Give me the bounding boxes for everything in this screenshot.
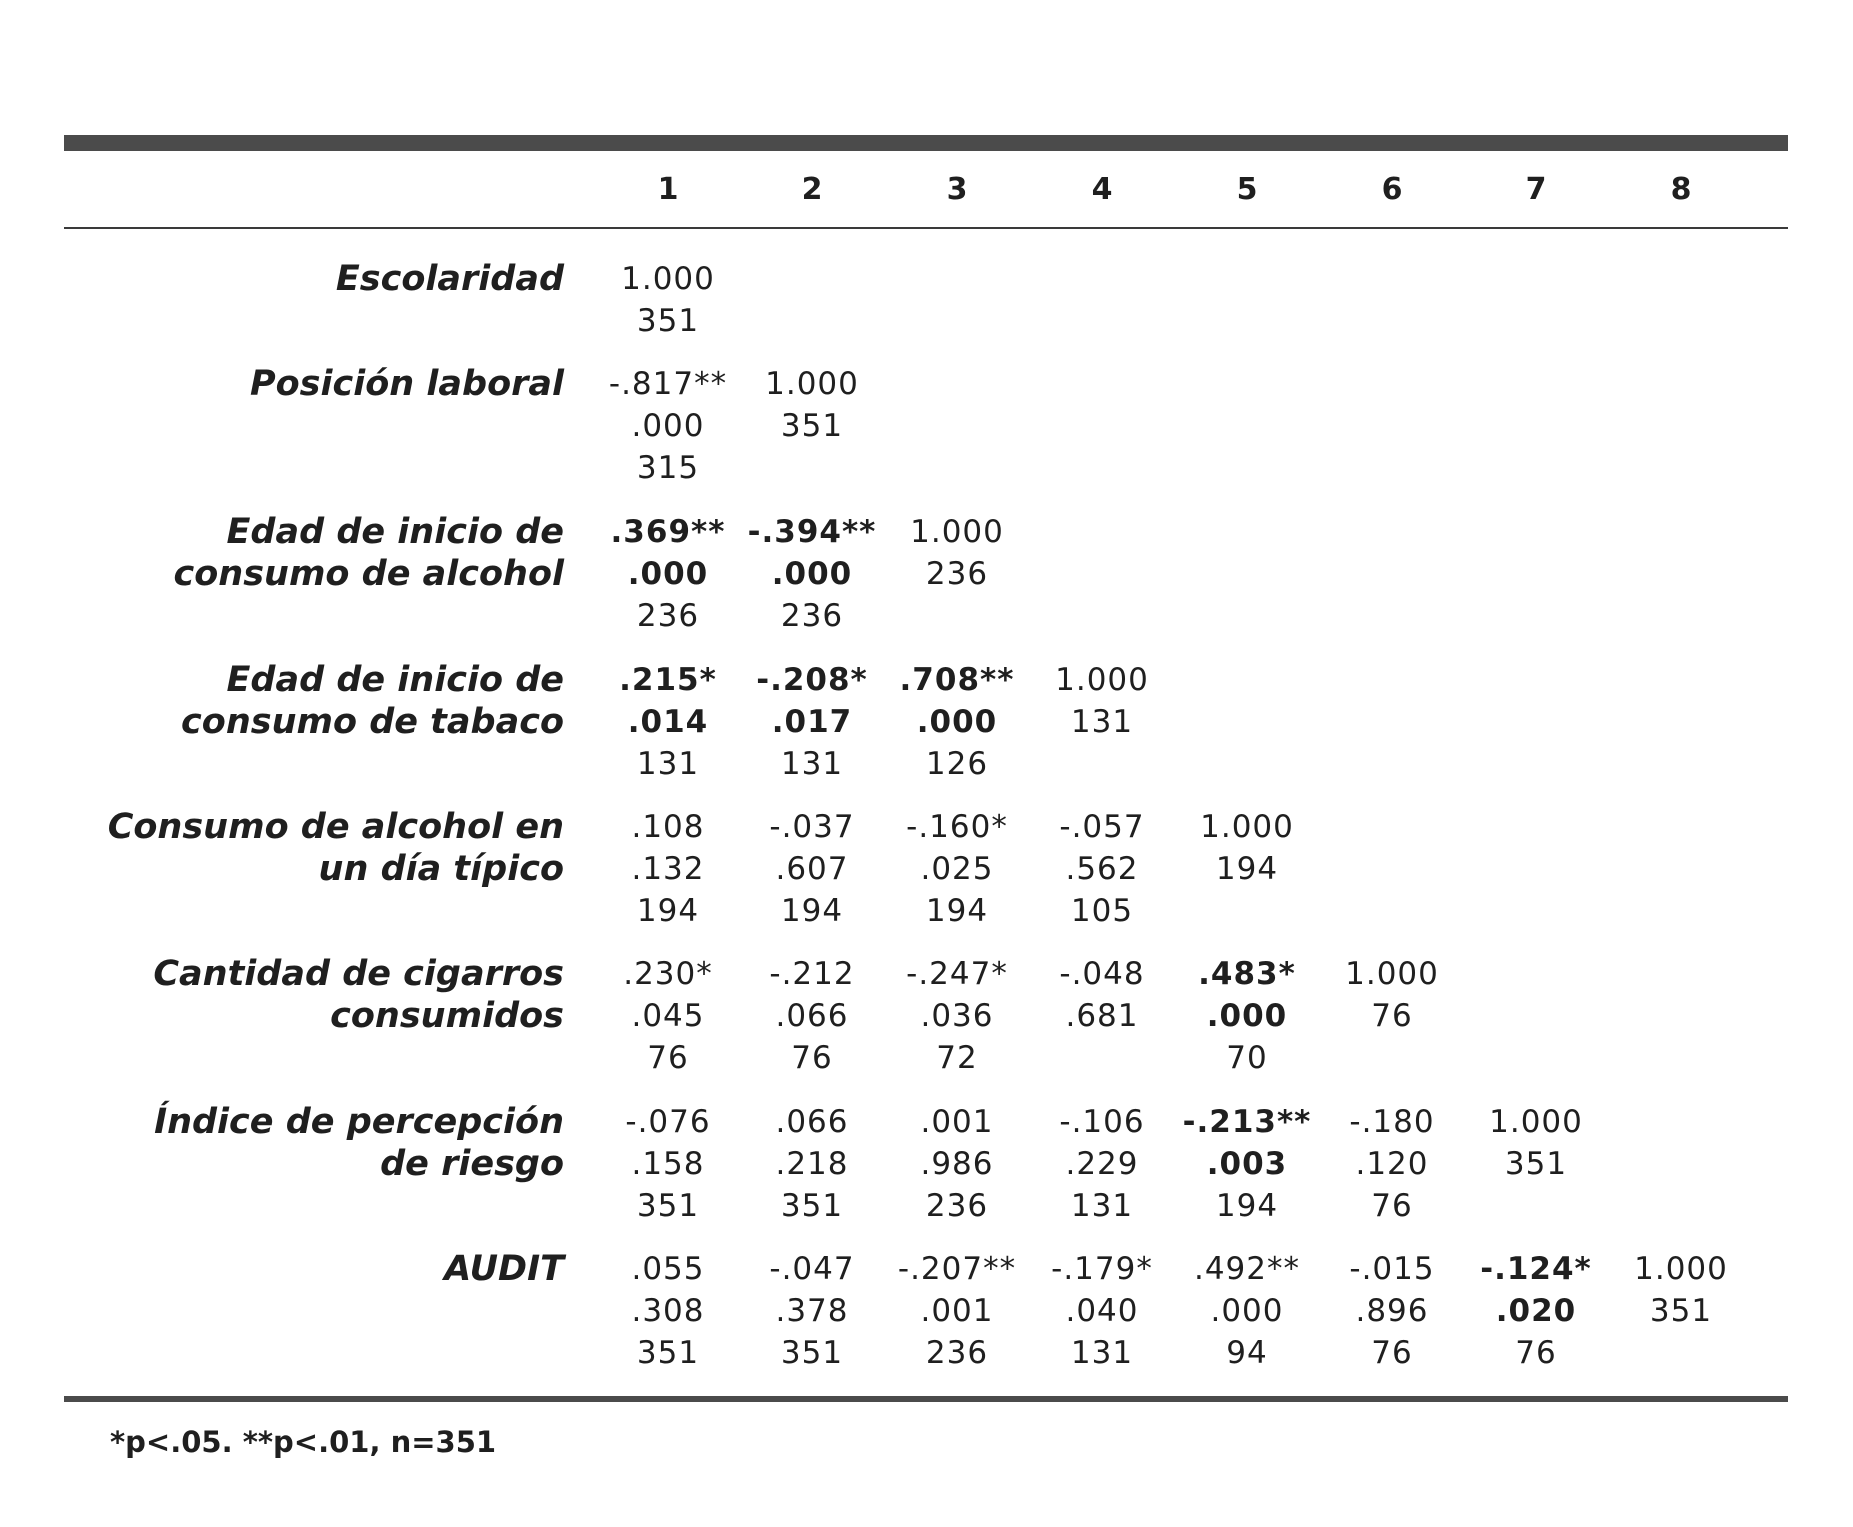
table-cell (1322, 1248, 1462, 1374)
cell-value: .215* (619, 662, 717, 698)
table-cell (598, 511, 738, 637)
row-label: Cantidad de cigarros consumidos (153, 954, 564, 1036)
cell-value: 1.000 (1489, 1104, 1583, 1140)
row-label: Edad de inicio de consumo de tabaco (181, 660, 564, 742)
cell-value: 76 (791, 1040, 833, 1076)
cell-value: .218 (775, 1146, 849, 1182)
cell-value: 94 (1226, 1335, 1268, 1371)
cell-value: 351 (780, 1335, 844, 1371)
cell-value: 194 (780, 893, 844, 929)
cell-value: 131 (636, 746, 700, 782)
row-label: AUDIT (444, 1249, 564, 1289)
cell-value: .492** (1193, 1251, 1301, 1287)
cell-value: 76 (1515, 1335, 1557, 1371)
cell-value: .986 (920, 1146, 994, 1182)
cell-value: 105 (1070, 893, 1134, 929)
cell-value: 76 (1371, 998, 1413, 1034)
cell-value: -.124* (1480, 1251, 1592, 1287)
cell-value: .681 (1065, 998, 1139, 1034)
cell-value: 76 (1371, 1188, 1413, 1224)
table-cell (598, 953, 738, 1079)
cell-value: 236 (925, 1335, 989, 1371)
row-label: Edad de inicio de consumo de alcohol (173, 512, 564, 594)
cell-value: .158 (631, 1146, 705, 1182)
cell-value: .040 (1065, 1293, 1139, 1329)
cell-value: 131 (1070, 1335, 1134, 1371)
cell-value: 131 (780, 746, 844, 782)
cell-value: 236 (636, 598, 700, 634)
cell-value: .003 (1206, 1146, 1288, 1182)
cell-value: -.048 (1059, 956, 1145, 992)
cell-value: .000 (1210, 1293, 1284, 1329)
table-cell (742, 806, 882, 932)
cell-value: 76 (1371, 1335, 1413, 1371)
cell-value: -.037 (769, 809, 855, 845)
cell-value: 194 (925, 893, 989, 929)
cell-value: 194 (1215, 851, 1279, 887)
cell-value: 1.000 (1345, 956, 1439, 992)
cell-value: -.160* (906, 809, 1008, 845)
cell-value: .000 (771, 556, 853, 592)
cell-value: 126 (925, 746, 989, 782)
table-cell (1177, 1101, 1317, 1227)
table-cell (742, 1248, 882, 1374)
cell-value: 351 (636, 1188, 700, 1224)
cell-value: 1.000 (621, 261, 715, 297)
cell-value: -.394** (747, 514, 877, 550)
table-cell (1466, 1248, 1606, 1374)
cell-value: -.047 (769, 1251, 855, 1287)
table-cell (887, 659, 1027, 785)
column-header-7: 7 (1525, 172, 1547, 207)
cell-value: .132 (631, 851, 705, 887)
row-label: Índice de percepción de riesgo (154, 1102, 564, 1184)
cell-value: 1.000 (910, 514, 1004, 550)
cell-value: .055 (631, 1251, 705, 1287)
cell-value: .000 (916, 704, 998, 740)
cell-value: 1.000 (1055, 662, 1149, 698)
table-cell (598, 363, 738, 489)
cell-value: -.213** (1182, 1104, 1312, 1140)
cell-value: .000 (1206, 998, 1288, 1034)
table-cell (1032, 1101, 1172, 1227)
cell-value: .120 (1355, 1146, 1429, 1182)
column-header-3: 3 (946, 172, 968, 207)
cell-value: 1.000 (1634, 1251, 1728, 1287)
table-cell (1032, 659, 1172, 743)
table-cell (887, 806, 1027, 932)
table-top-rule (64, 135, 1788, 151)
cell-value: .708** (899, 662, 1015, 698)
cell-value: .036 (920, 998, 994, 1034)
column-header-6: 6 (1381, 172, 1403, 207)
table-bottom-rule (64, 1396, 1788, 1402)
table-cell (598, 258, 738, 342)
table-cell (742, 511, 882, 637)
cell-value: .045 (631, 998, 705, 1034)
table-cell (1032, 806, 1172, 932)
cell-value: .017 (771, 704, 853, 740)
column-header-1: 1 (657, 172, 679, 207)
table-cell (1177, 953, 1317, 1079)
table-cell (887, 953, 1027, 1079)
cell-value: -.179* (1051, 1251, 1153, 1287)
cell-value: 236 (925, 1188, 989, 1224)
cell-value: .562 (1065, 851, 1139, 887)
cell-value: .066 (775, 1104, 849, 1140)
cell-value: .001 (920, 1104, 994, 1140)
cell-value: -.180 (1349, 1104, 1435, 1140)
cell-value: -.212 (769, 956, 855, 992)
cell-value: .229 (1065, 1146, 1139, 1182)
cell-value: 351 (1504, 1146, 1568, 1182)
cell-value: 72 (936, 1040, 978, 1076)
cell-value: 315 (636, 450, 700, 486)
table-cell (887, 1248, 1027, 1374)
cell-value: .108 (631, 809, 705, 845)
cell-value: 194 (636, 893, 700, 929)
table-header-rule (64, 227, 1788, 229)
cell-value: -.057 (1059, 809, 1145, 845)
table-cell (742, 953, 882, 1079)
cell-value: .025 (920, 851, 994, 887)
cell-value: 351 (1649, 1293, 1713, 1329)
cell-value: 1.000 (1200, 809, 1294, 845)
table-cell (1032, 1248, 1172, 1374)
cell-value: -.208* (756, 662, 868, 698)
cell-value: 351 (636, 303, 700, 339)
cell-value: .607 (775, 851, 849, 887)
cell-value: .000 (631, 408, 705, 444)
table-cell (1177, 1248, 1317, 1374)
cell-value: -.207** (897, 1251, 1017, 1287)
table-footnote: *p<.05. **p<.01, n=351 (110, 1425, 497, 1459)
cell-value: 131 (1070, 1188, 1134, 1224)
column-header-8: 8 (1670, 172, 1692, 207)
cell-value: 70 (1226, 1040, 1268, 1076)
cell-value: .378 (775, 1293, 849, 1329)
cell-value: .483* (1198, 956, 1296, 992)
table-cell (1177, 806, 1317, 890)
cell-value: -.247* (906, 956, 1008, 992)
cell-value: .308 (631, 1293, 705, 1329)
cell-value: -.076 (625, 1104, 711, 1140)
table-cell (598, 659, 738, 785)
table-cell (742, 1101, 882, 1227)
cell-value: 236 (780, 598, 844, 634)
table-cell (1322, 953, 1462, 1037)
table-cell (742, 363, 882, 447)
cell-value: 76 (647, 1040, 689, 1076)
table-cell (598, 1101, 738, 1227)
cell-value: -.106 (1059, 1104, 1145, 1140)
cell-value: .001 (920, 1293, 994, 1329)
row-label: Posición laboral (249, 364, 564, 404)
cell-value: -.015 (1349, 1251, 1435, 1287)
row-label: Escolaridad (335, 259, 564, 299)
cell-value: 351 (636, 1335, 700, 1371)
cell-value: .000 (627, 556, 709, 592)
column-header-5: 5 (1236, 172, 1258, 207)
cell-value: .066 (775, 998, 849, 1034)
cell-value: 236 (925, 556, 989, 592)
table-cell (887, 511, 1027, 595)
cell-value: 351 (780, 408, 844, 444)
cell-value: 1.000 (765, 366, 859, 402)
cell-value: .230* (623, 956, 713, 992)
cell-value: .896 (1355, 1293, 1429, 1329)
table-cell (1466, 1101, 1606, 1185)
cell-value: 131 (1070, 704, 1134, 740)
cell-value: -.817** (608, 366, 728, 402)
table-cell (1322, 1101, 1462, 1227)
cell-value: 194 (1215, 1188, 1279, 1224)
cell-value: .020 (1495, 1293, 1577, 1329)
cell-value: 351 (780, 1188, 844, 1224)
cell-value: .014 (627, 704, 709, 740)
row-label: Consumo de alcohol en un día típico (107, 807, 564, 889)
table-cell (1611, 1248, 1751, 1332)
column-header-2: 2 (801, 172, 823, 207)
table-cell (742, 659, 882, 785)
column-header-4: 4 (1091, 172, 1113, 207)
table-cell (598, 806, 738, 932)
table-cell (598, 1248, 738, 1374)
table-cell (887, 1101, 1027, 1227)
cell-value: .369** (610, 514, 726, 550)
table-cell (1032, 953, 1172, 1037)
